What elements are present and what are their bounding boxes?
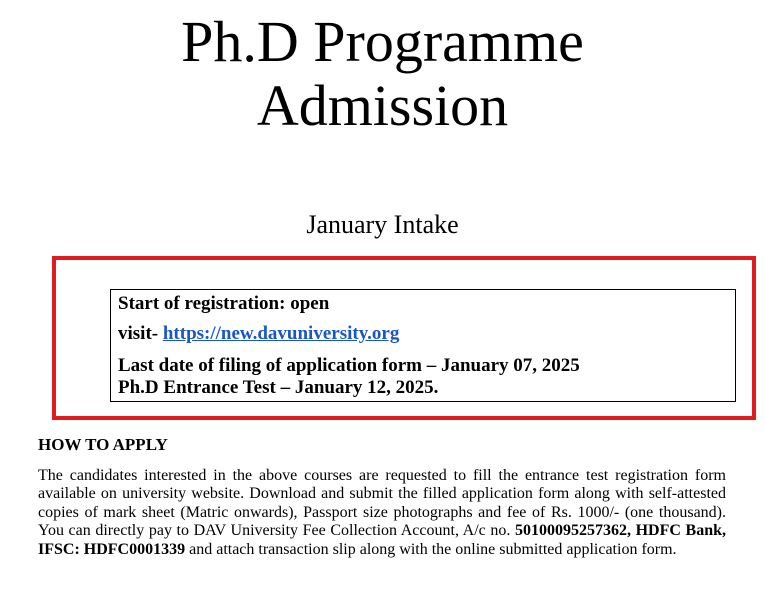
last-date-line: Last date of filing of application form – January 07, 2025 <box>118 355 580 376</box>
entrance-test-line: Ph.D Entrance Test – January 12, 2025. <box>118 377 439 398</box>
registration-status: Start of registration: open <box>118 293 330 314</box>
instructions-text-2: and attach transaction slip along with the online submitted application form. <box>185 540 677 558</box>
intake-subtitle: January Intake <box>306 210 459 239</box>
page-title <box>0 10 765 138</box>
how-to-apply-heading: HOW TO APPLY <box>38 435 168 454</box>
title-line-2: Admission <box>256 73 509 138</box>
visit-line <box>118 323 735 345</box>
university-website-link[interactable]: https://new.davuniversity.org <box>162 323 400 344</box>
visit-label: visit- <box>118 323 163 344</box>
title-line-1: Ph.D Programme <box>181 9 584 74</box>
instructions-text-1: The candidates interested in the above courses are requested to fill the entrance test registration form available on university website. Download and submit the filled application form along with self-attested copies of mark sheet (Matric onwards), Passport size photographs and fee of Rs. 1000/- (one thousand). You can directly pay to DAV University Fee Collection Account, A/c no. <box>38 467 726 540</box>
how-to-apply-paragraph <box>38 467 726 559</box>
bank-account-details: 50100095257362, HDFC Bank, IFSC: HDFC0001339 <box>38 522 727 558</box>
registration-info-box <box>110 289 736 402</box>
